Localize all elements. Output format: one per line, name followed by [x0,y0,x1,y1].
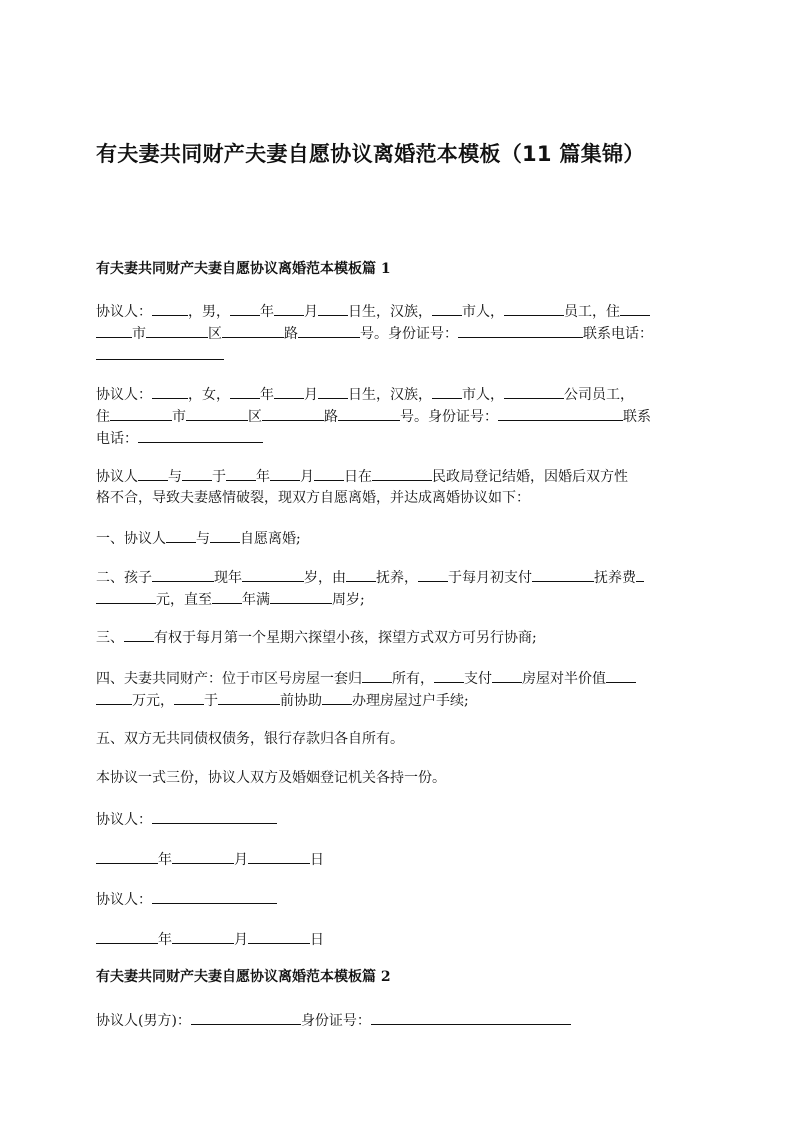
blank-field [182,465,212,481]
blank-field [606,667,636,683]
blank-field [636,566,644,582]
blank-field [270,588,332,604]
blank-field [191,1009,301,1025]
label-text: 民政局登记结婚，因婚后双方性 [432,469,628,485]
date-2 [96,928,700,950]
blank-field [96,848,158,864]
blank-field [248,928,310,944]
blank-field [172,928,234,944]
signature-1 [96,808,700,830]
blank-field [96,689,132,705]
label-text: 路 [284,326,298,342]
label-text: 于 [204,693,218,709]
blank-field [298,322,360,338]
blank-field [322,689,352,705]
label-text: 协议人(男方)： [96,1013,191,1029]
item-5 [96,728,700,750]
label-text: 电话： [96,431,138,447]
label-text: 月 [300,469,314,485]
item-2 [96,566,700,610]
label-text: 办理房屋过户手续; [352,693,469,709]
label-text: 身份证号： [300,1013,371,1029]
label-text: 市 [132,326,146,342]
blank-field [152,808,277,824]
label-text: 于每月初支付 [448,570,532,586]
label-text: 现年 [214,570,242,586]
blank-field [274,383,304,399]
label-text: 月 [304,387,318,403]
blank-field [432,383,462,399]
label-text: 市人， [462,304,504,320]
blank-field [248,848,310,864]
section-2-party-line [96,1009,700,1031]
label-text: ，男， [188,304,230,320]
blank-field [498,405,623,421]
marriage-line-2: 格不合，导致夫妻感情破裂，现双方自愿离婚，并达成离婚协议如下： [96,490,530,506]
copies-text: 本协议一式三份，协议人双方及婚姻登记机关各持一份。 [96,770,446,786]
label-text: 年 [260,387,274,403]
blank-field [138,465,168,481]
label-text: 抚养费 [594,570,636,586]
label-text: 支付 [464,671,492,687]
blank-field [96,322,132,338]
section-1-title: 有夫妻共同财产夫妻自愿协议离婚范本模板篇 1 [96,261,391,277]
blank-field [318,383,348,399]
blank-field [218,689,280,705]
blank-field [212,588,242,604]
blank-field [110,405,172,421]
blank-field [166,527,196,543]
copies-paragraph [96,767,700,789]
item-4 [96,667,700,711]
label-text: 二、孩子 [96,570,152,586]
blank-field [338,405,400,421]
label-text: 协议人： [96,812,152,828]
blank-field [172,848,234,864]
blank-field [152,888,277,904]
label-text: 前协助 [280,693,322,709]
document-title: 有夫妻共同财产夫妻自愿协议离婚范本模板（11 篇集锦） [96,142,645,166]
male-party-paragraph [96,300,700,366]
blank-field [146,322,208,338]
blank-field [230,300,260,316]
blank-field [372,465,432,481]
label-text: 联系电话： [583,326,653,342]
label-text: 日 [310,932,324,948]
label-text: 月 [304,304,318,320]
blank-field [418,566,448,582]
blank-field [346,566,376,582]
label-text: 月 [234,932,248,948]
label-text: 路 [324,409,338,425]
label-text: 区 [248,409,262,425]
label-text: 岁，由 [304,570,346,586]
label-text: 三、 [96,630,124,646]
marriage-paragraph [96,465,700,509]
blank-field [504,300,564,316]
item-5-text: 五、双方无共同债权债务，银行存款归各自所有。 [96,731,404,747]
blank-field [138,427,263,443]
blank-field [262,405,324,421]
label-text: 协议人 [96,469,138,485]
label-text: 有权于每月第一个星期六探望小孩，探望方式双方可另行协商; [154,630,537,646]
blank-field [96,588,156,604]
signature-2 [96,888,700,910]
blank-field [242,566,304,582]
label-text: 日 [310,852,324,868]
blank-field [620,300,650,316]
blank-field [362,667,392,683]
blank-field [226,465,256,481]
item-3 [96,626,700,648]
label-text: 号。身份证号： [360,326,458,342]
label-text: 日在 [344,469,372,485]
section-2-title: 有夫妻共同财产夫妻自愿协议离婚范本模板篇 2 [96,969,391,985]
blank-field [532,566,594,582]
label-text: 所有， [392,671,434,687]
label-text: 年 [158,852,172,868]
blank-field [270,465,300,481]
label-text: 四、夫妻共同财产：位于市区号房屋一套归 [96,671,362,687]
label-text: 于 [212,469,226,485]
label-text: 一、协议人 [96,531,166,547]
blank-field [174,689,204,705]
label-text: 区 [208,326,222,342]
blank-field [186,405,248,421]
blank-field [230,383,260,399]
blank-field [124,626,154,642]
date-1 [96,848,700,870]
label-text: 年 [256,469,270,485]
female-party-paragraph [96,383,700,449]
blank-field [152,300,188,316]
blank-field [152,383,188,399]
label-text: 员工，住 [564,304,620,320]
label-text: 年 [158,932,172,948]
label-text: 与 [196,531,210,547]
blank-field [432,300,462,316]
label-text: 年满 [242,592,270,608]
label-text: 日生，汉族， [348,304,432,320]
blank-field [458,322,583,338]
blank-field [318,300,348,316]
item-1 [96,527,700,549]
label-text: 周岁; [332,592,365,608]
label-text: 市 [172,409,186,425]
label-text: 年 [260,304,274,320]
label-text: ，女， [188,387,230,403]
label-text: 月 [234,852,248,868]
blank-field [152,566,214,582]
label-text: 号。身份证号： [400,409,498,425]
blank-field [504,383,564,399]
label-text: 住 [96,409,110,425]
blank-field [222,322,284,338]
blank-field [274,300,304,316]
label-text: 协议人： [96,387,152,403]
blank-field [434,667,464,683]
blank-field [492,667,522,683]
label-text: 协议人： [96,892,152,908]
label-text: 公司员工， [564,387,634,403]
label-text: 房屋对半价值 [522,671,606,687]
label-text: 元，直至 [156,592,212,608]
label-text: 市人， [462,387,504,403]
label-text: 联系 [623,409,651,425]
blank-field [96,344,224,360]
blank-field [314,465,344,481]
blank-field [210,527,240,543]
label-text: 万元， [132,693,174,709]
label-text: 与 [168,469,182,485]
blank-field [96,928,158,944]
label-text: 日生，汉族， [348,387,432,403]
label-text: 协议人： [96,304,152,320]
blank-field [371,1009,571,1025]
label-text: 抚养， [376,570,418,586]
label-text: 自愿离婚; [240,531,301,547]
